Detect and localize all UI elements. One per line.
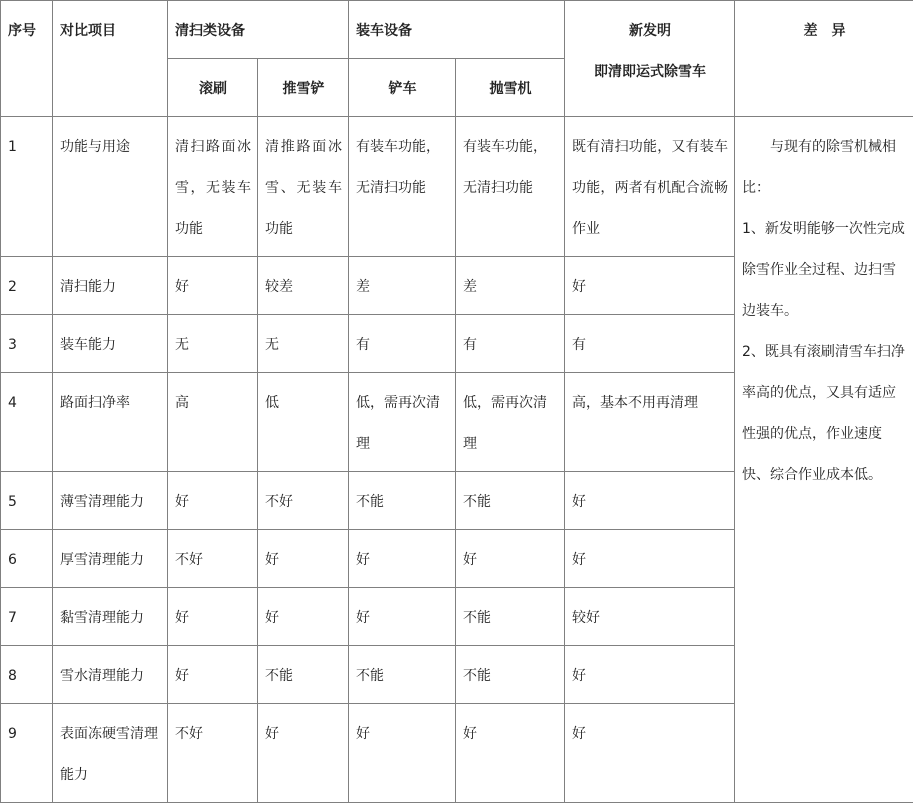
header-no: 序号 [1, 1, 53, 117]
cell-new: 好 [565, 530, 735, 588]
cell-item: 雪水清理能力 [53, 646, 168, 704]
header-row-1 [1, 1, 913, 59]
cell-plough: 不好 [258, 472, 349, 530]
cell-item: 表面冻硬雪清理能力 [53, 704, 168, 803]
cell-blower: 好 [456, 704, 565, 803]
cell-shovel: 好 [349, 588, 456, 646]
cell-item: 装车能力 [53, 315, 168, 373]
cell-roller: 无 [168, 315, 258, 373]
cell-plough: 较差 [258, 257, 349, 315]
cell-new: 既有清扫功能，又有装车功能，两者有机配合流畅作业 [565, 117, 735, 257]
header-item: 对比项目 [53, 1, 168, 117]
cell-blower: 好 [456, 530, 565, 588]
difference-intro: 与现有的除雪机械相比： [742, 127, 907, 209]
cell-new: 有 [565, 315, 735, 373]
cell-new: 好 [565, 704, 735, 803]
cell-new: 较好 [565, 588, 735, 646]
cell-blower: 差 [456, 257, 565, 315]
cell-roller: 不好 [168, 704, 258, 803]
cell-plough: 好 [258, 530, 349, 588]
cell-blower: 不能 [456, 646, 565, 704]
cell-shovel: 不能 [349, 646, 456, 704]
header-blower: 抛雪机 [456, 59, 565, 117]
cell-no: 6 [1, 530, 53, 588]
header-plough: 推雪铲 [258, 59, 349, 117]
header-sweep-group: 清扫类设备 [168, 1, 349, 59]
cell-plough: 好 [258, 588, 349, 646]
cell-roller: 不好 [168, 530, 258, 588]
cell-blower: 不能 [456, 472, 565, 530]
cell-shovel: 有装车功能，无清扫功能 [349, 117, 456, 257]
cell-no: 7 [1, 588, 53, 646]
cell-blower: 有 [456, 315, 565, 373]
cell-no: 2 [1, 257, 53, 315]
cell-roller: 高 [168, 373, 258, 472]
header-new-line2: 即清即运式除雪车 [572, 52, 728, 93]
cell-item: 薄雪清理能力 [53, 472, 168, 530]
difference-point-1: 1、新发明能够一次性完成除雪作业全过程、边扫雪边装车。 [742, 209, 907, 332]
cell-roller: 好 [168, 646, 258, 704]
cell-shovel: 差 [349, 257, 456, 315]
cell-no: 9 [1, 704, 53, 803]
header-difference: 差 异 [735, 1, 913, 117]
cell-no: 8 [1, 646, 53, 704]
cell-new: 好 [565, 257, 735, 315]
table-row [1, 117, 913, 257]
cell-plough: 不能 [258, 646, 349, 704]
cell-roller: 好 [168, 588, 258, 646]
cell-no: 3 [1, 315, 53, 373]
header-load-group: 装车设备 [349, 1, 565, 59]
cell-blower: 有装车功能，无清扫功能 [456, 117, 565, 257]
difference-point-2: 2、既具有滚刷清雪车扫净率高的优点，又具有适应性强的优点，作业速度快、综合作业成本低。 [742, 332, 907, 496]
header-new-invention [565, 1, 735, 117]
header-shovel: 铲车 [349, 59, 456, 117]
difference-cell [735, 117, 913, 803]
cell-new: 好 [565, 472, 735, 530]
cell-roller: 好 [168, 257, 258, 315]
cell-no: 5 [1, 472, 53, 530]
cell-shovel: 好 [349, 530, 456, 588]
cell-new: 好 [565, 646, 735, 704]
cell-new: 高，基本不用再清理 [565, 373, 735, 472]
cell-blower: 不能 [456, 588, 565, 646]
cell-roller: 清扫路面冰雪，无装车功能 [168, 117, 258, 257]
cell-plough: 清推路面冰雪、无装车功能 [258, 117, 349, 257]
header-new-line1: 新发明 [572, 11, 728, 52]
cell-shovel: 不能 [349, 472, 456, 530]
cell-blower: 低，需再次清理 [456, 373, 565, 472]
cell-plough: 好 [258, 704, 349, 803]
cell-item: 厚雪清理能力 [53, 530, 168, 588]
cell-item: 清扫能力 [53, 257, 168, 315]
cell-shovel: 低，需再次清理 [349, 373, 456, 472]
cell-plough: 低 [258, 373, 349, 472]
cell-item: 路面扫净率 [53, 373, 168, 472]
cell-no: 1 [1, 117, 53, 257]
cell-plough: 无 [258, 315, 349, 373]
header-roller: 滚刷 [168, 59, 258, 117]
cell-item: 功能与用途 [53, 117, 168, 257]
cell-shovel: 有 [349, 315, 456, 373]
cell-shovel: 好 [349, 704, 456, 803]
cell-roller: 好 [168, 472, 258, 530]
cell-no: 4 [1, 373, 53, 472]
cell-item: 黏雪清理能力 [53, 588, 168, 646]
